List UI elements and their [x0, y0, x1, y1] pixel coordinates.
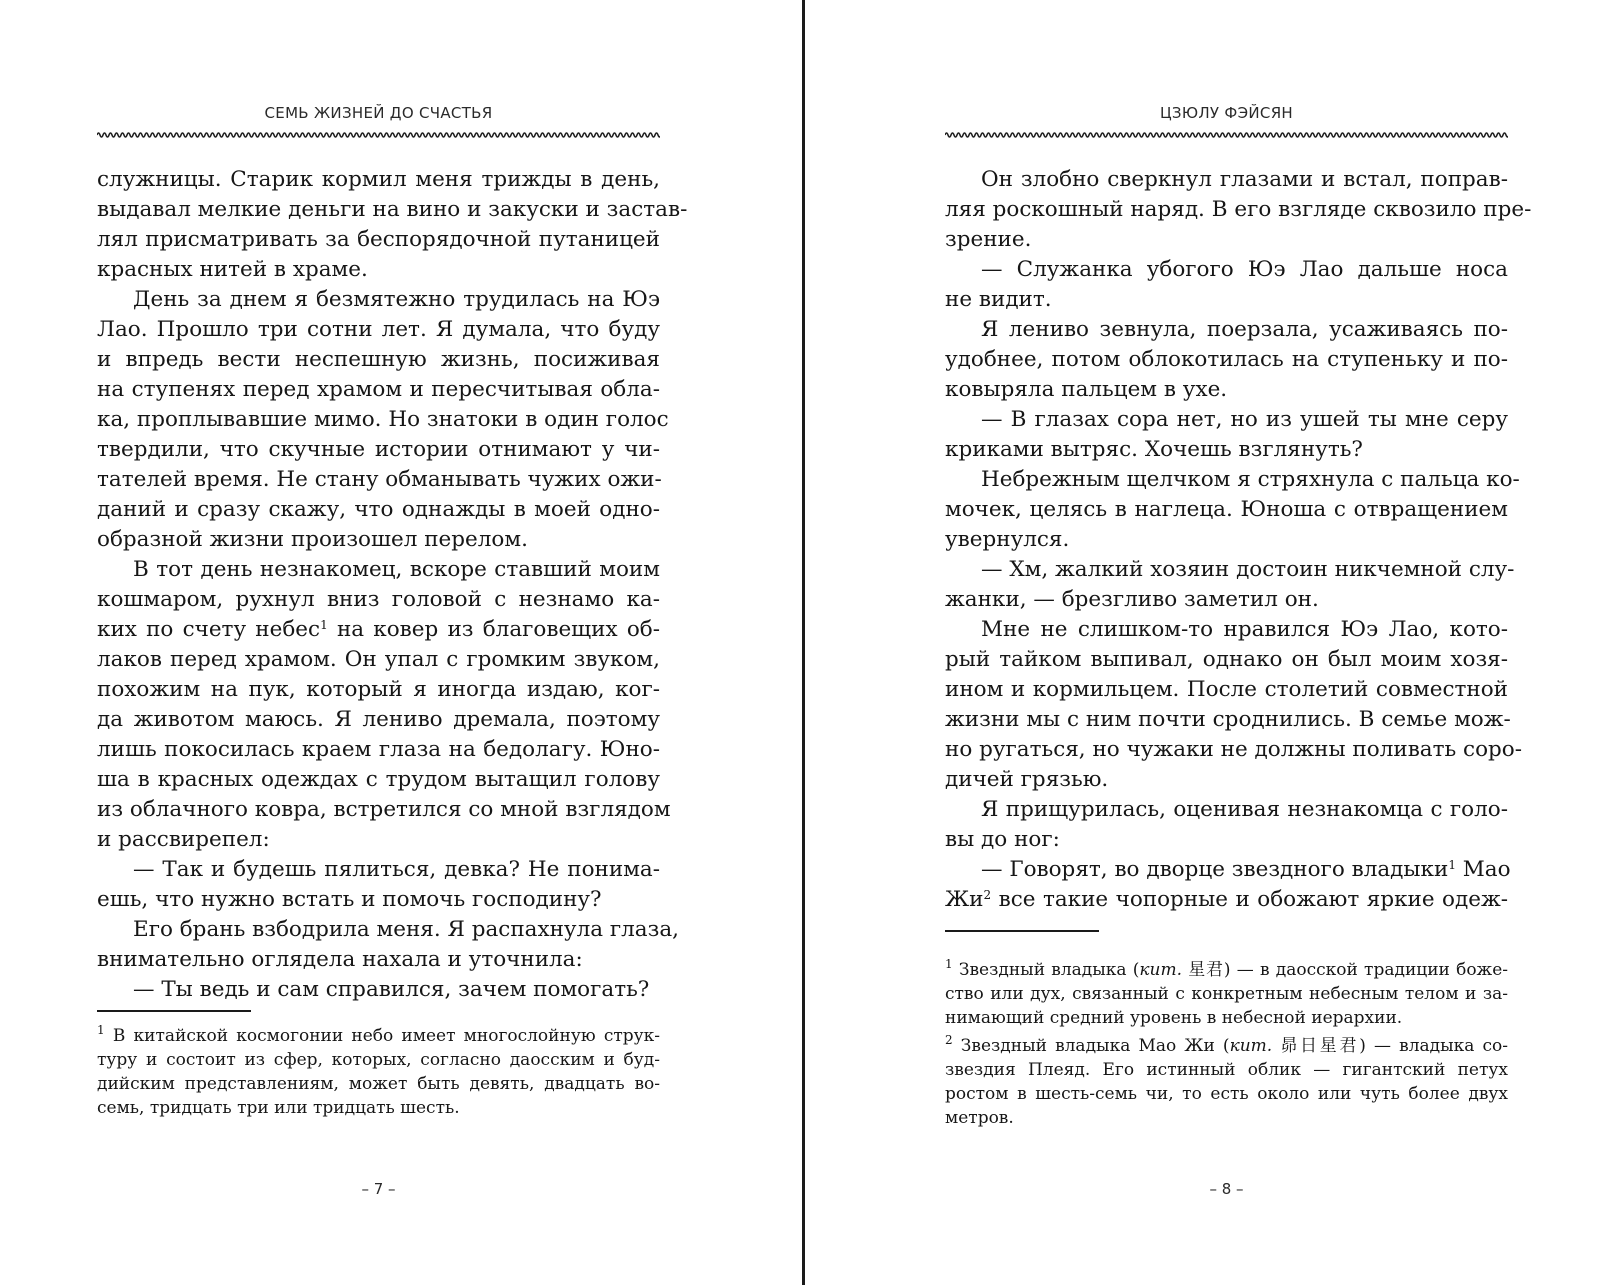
text-line: не видит. [945, 287, 1052, 312]
text-line: Он злобно сверкнул глазами и встал, поправ- [981, 167, 1508, 192]
page-number: – 8 – [1209, 1180, 1244, 1198]
text-line: похожим на пук, который я иногда издаю, ког- [97, 677, 660, 702]
footnote-marker: 2 [945, 1033, 953, 1047]
body-text [97, 165, 688, 1005]
footnote-rule [945, 930, 1099, 932]
footnote-rule [97, 1010, 251, 1012]
text-line: образной жизни произошел перелом. [97, 527, 528, 552]
footnote-line: ростом в шесть-семь чи, то есть около или чуть более двух [945, 1084, 1508, 1104]
text-line: и рассвирепел: [97, 827, 270, 852]
running-head: ЦЗЮЛУ ФЭЙСЯН [1159, 104, 1294, 122]
book-spine [802, 0, 805, 1285]
text-line: твердили, что скучные истории отнимают у чи- [97, 437, 660, 462]
text-fragment: все такие чопорные и обожают яркие одеж- [998, 887, 1508, 912]
footnote-marker: 1 [1448, 858, 1456, 872]
footnote-line: нимающий средний уровень в небесной иерархии. [945, 1008, 1403, 1028]
footnotes [945, 958, 1508, 1130]
text-fragment: на ковер из благовещих об- [336, 617, 660, 642]
footnote-line: звездия Плеяд. Его истинный облик — гигантский петух [945, 1060, 1508, 1080]
text-line: В тот день незнакомец, вскоре ставший моим [133, 557, 660, 582]
text-line: ковыряла пальцем в ухе. [945, 377, 1228, 402]
text-line: тателей время. Не стану обманывать чужих ожи- [97, 467, 662, 492]
footnote-line: туру и состоит из сфер, которых, согласно даосским и буд- [97, 1050, 660, 1070]
text-line: — Так и будешь пялиться, девка? Не понима- [133, 857, 660, 882]
text-fragment: — Говорят, во дворце звездного владыки [981, 857, 1449, 882]
running-head: СЕМЬ ЖИЗНЕЙ ДО СЧАСТЬЯ [264, 104, 493, 122]
page-number: – 7 – [361, 1180, 396, 1198]
text-line [945, 855, 1511, 885]
text-line: рый тайком выпивал, однако он был моим хозя- [945, 647, 1508, 672]
left-page [97, 0, 688, 1285]
text-line: ша в красных одеждах с трудом вытащил голову [97, 767, 660, 792]
header-wavy-rule [945, 128, 1508, 142]
text-line: жизни мы с ним почти сроднились. В семье мож- [945, 707, 1511, 732]
text-line: даний и сразу скажу, что однажды в моей одно- [97, 497, 660, 522]
text-line: Лао. Прошло три сотни лет. Я думала, что буду [97, 317, 660, 342]
footnote-line: семь, тридцать три или тридцать шесть. [97, 1098, 460, 1118]
footnote-marker: 2 [983, 888, 992, 902]
text-fragment: 星君) — в даосской традиции боже- [1188, 960, 1509, 980]
text-line: Его брань взбодрила меня. Я распахнула глаза, [133, 917, 680, 942]
footnote-line [945, 958, 1508, 982]
text-line: ешь, что нужно встать и помочь господину? [97, 887, 602, 912]
text-line: Небрежным щелчком я стряхнула с пальца ко- [981, 467, 1520, 492]
text-fragment: ких по счету небес [97, 617, 321, 642]
body-text [945, 165, 1532, 915]
text-line: Я лениво зевнула, поерзала, усаживаясь по- [981, 317, 1508, 342]
text-line: да животом маюсь. Я лениво дремала, поэтому [97, 707, 660, 732]
text-line: лял присматривать за беспорядочной путаницей [97, 227, 660, 252]
text-line [97, 615, 660, 645]
right-page [945, 0, 1532, 1285]
text-line: дичей грязью. [945, 767, 1109, 792]
text-line: — Хм, жалкий хозяин достоин никчемной слу- [981, 557, 1515, 582]
text-line: — Служанка убогого Юэ Лао дальше носа [981, 257, 1508, 282]
text-line: ка, проплывавшие мимо. Но знатоки в один голос [97, 407, 669, 432]
footnote-line [97, 1024, 660, 1048]
text-fragment: Жи [945, 887, 984, 912]
footnotes [97, 1024, 660, 1120]
text-line: на ступенях перед храмом и пересчитывая обла- [97, 377, 660, 402]
text-line: из облачного ковра, встретился со мной взглядом [97, 797, 671, 822]
text-line: вы до ног: [945, 827, 1060, 852]
footnote-line: метров. [945, 1108, 1014, 1128]
text-line: Я прищурилась, оценивая незнакомца с голо- [981, 797, 1508, 822]
text-fragment: В китайской космогонии небо имеет многослойную струк- [112, 1026, 660, 1046]
footnote-marker: 1 [945, 957, 953, 971]
text-line: увернулся. [945, 527, 1070, 552]
text-line: День за днем я безмятежно трудилась на Юэ [133, 287, 660, 312]
text-line: выдавал мелкие деньги на вино и закуски и застав- [97, 197, 688, 222]
italic-abbreviation: кит. [1139, 960, 1182, 980]
text-line: — В глазах сора нет, но из ушей ты мне серу [981, 407, 1508, 432]
footnote-line: дийским представлениям, может быть девять, двадцать во- [97, 1074, 660, 1094]
text-fragment: Звездный владыка ( [958, 960, 1140, 980]
footnote-line: ство или дух, связанный с конкретным небесным телом и за- [945, 984, 1508, 1004]
text-line: зрение. [945, 227, 1032, 252]
text-line [945, 885, 1508, 915]
text-fragment: 昴日星君) — владыка со- [1280, 1036, 1509, 1056]
text-line: криками вытряс. Хочешь взглянуть? [945, 437, 1363, 462]
text-line: лаков перед храмом. Он упал с громким звуком, [97, 647, 660, 672]
text-line: ином и кормильцем. После столетий совместной [945, 677, 1508, 702]
text-line: Мне не слишком-то нравился Юэ Лао, кото- [981, 617, 1508, 642]
italic-abbreviation: кит. [1229, 1036, 1273, 1056]
text-line: жанки, — брезгливо заметил он. [945, 587, 1319, 612]
footnote-line [945, 1034, 1508, 1058]
text-line: удобнее, потом облокотилась на ступеньку и по- [945, 347, 1508, 372]
text-fragment: Звездный владыка Мао Жи ( [960, 1036, 1230, 1056]
footnote-marker: 1 [320, 618, 328, 632]
text-line: красных нитей в храме. [97, 257, 368, 282]
text-line: ляя роскошный наряд. В его взгляде сквозило пре- [945, 197, 1532, 222]
header-wavy-rule [97, 128, 660, 142]
text-fragment: Мао [1462, 857, 1511, 882]
text-line: но ругаться, но чужаки не должны поливать сoро- [945, 737, 1523, 762]
text-line: — Ты ведь и сам справился, зачем помогать? [133, 977, 650, 1002]
text-line: и впредь вести неспешную жизнь, посиживая [97, 347, 660, 372]
text-line: внимательно оглядела нахала и уточнила: [97, 947, 583, 972]
text-line: мочек, целясь в наглеца. Юноша с отвращением [945, 497, 1508, 522]
text-line: служницы. Старик кормил меня трижды в день, [97, 167, 660, 192]
text-line: лишь покосилась краем глаза на бедолагу. Юно- [97, 737, 660, 762]
text-line: кошмаром, рухнул вниз головой с незнамо ка- [97, 587, 660, 612]
footnote-marker: 1 [97, 1023, 105, 1037]
